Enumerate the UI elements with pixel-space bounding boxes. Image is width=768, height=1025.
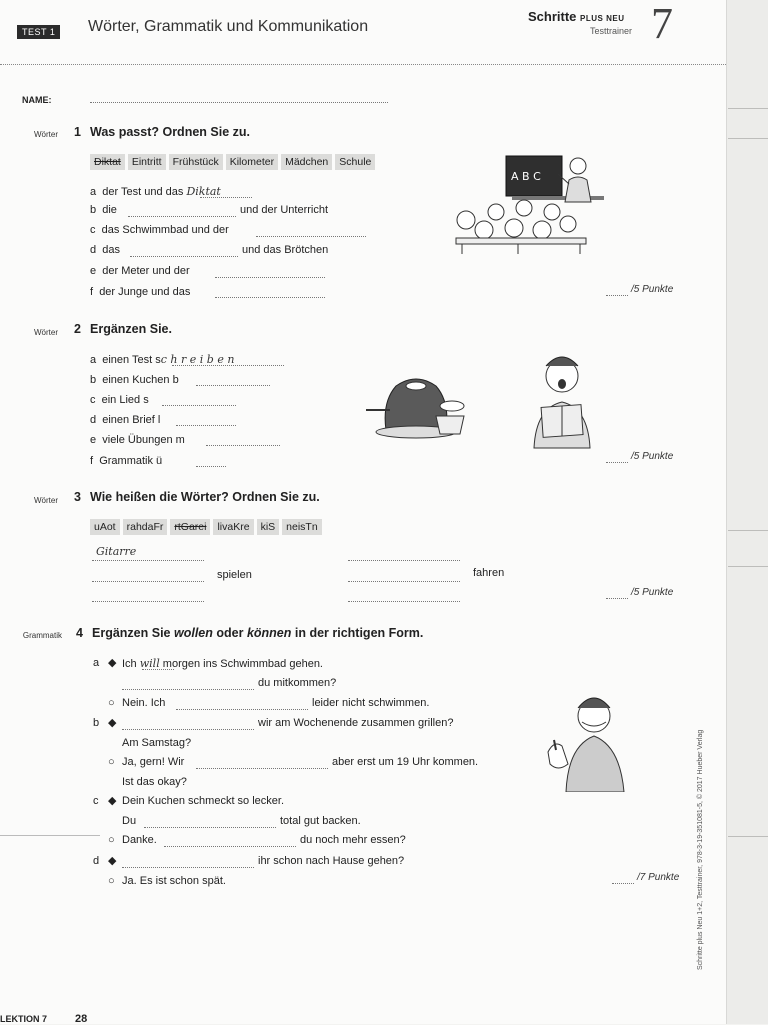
answer-blank[interactable] — [215, 297, 325, 298]
dialog-line: Ja. Es ist schon spät. — [122, 875, 226, 887]
points-label: /7 Punkte — [637, 872, 680, 883]
dialog-line: Dein Kuchen schmeckt so lecker. — [122, 795, 285, 807]
word-box — [90, 517, 325, 535]
answer-blank[interactable] — [215, 277, 325, 278]
edge-line — [728, 108, 768, 109]
answer-blank[interactable] — [172, 365, 284, 366]
diamond-bullet: ◆ — [108, 657, 117, 669]
list-item: a einen Test sc h r e i b e n — [90, 353, 235, 366]
list-item: e viele Übungen m — [90, 434, 185, 446]
answer-blank[interactable] — [122, 689, 254, 690]
word-chip: Schule — [335, 154, 375, 170]
answer-blank[interactable] — [142, 669, 174, 670]
brand-main: Schritte — [528, 9, 577, 24]
dialog-line: leider nicht schwimmen. — [312, 697, 430, 709]
edge-line — [728, 566, 768, 567]
classroom-illustration — [448, 150, 610, 258]
board-text: A B C — [511, 170, 541, 183]
dialog-letter: a — [93, 657, 100, 669]
dialog-letter: c — [93, 795, 99, 807]
answer-blank[interactable] — [196, 385, 270, 386]
thumbs-up-boy-illustration — [542, 688, 634, 792]
circle-bullet: ○ — [108, 834, 115, 846]
answer-blank[interactable] — [92, 581, 204, 582]
answer-blank[interactable] — [196, 768, 328, 769]
diamond-bullet: ◆ — [108, 717, 117, 729]
exercise-heading: Was passt? Ordnen Sie zu. — [90, 125, 250, 139]
list-item: f der Junge und das — [90, 286, 191, 298]
word-box — [90, 152, 378, 170]
dialog-line: aber erst um 19 Uhr kommen. — [332, 756, 479, 768]
score-blank[interactable] — [606, 598, 628, 599]
handwritten-answer: Diktat — [186, 185, 221, 198]
answer-blank[interactable] — [256, 236, 366, 237]
edge-line — [728, 530, 768, 531]
answer-blank[interactable] — [348, 560, 460, 561]
diamond-bullet: ◆ — [108, 795, 117, 807]
dialog-line: ihr schon nach Hause gehen? — [258, 855, 405, 867]
handwritten-answer: will — [139, 657, 160, 670]
section-label: Wörter — [34, 328, 58, 337]
answer-blank[interactable] — [128, 216, 236, 217]
exercise-number: 2 — [74, 322, 81, 336]
points-label: /5 Punkte — [631, 284, 674, 295]
answer-blank[interactable] — [162, 405, 236, 406]
list-item: e der Meter und der — [90, 265, 190, 277]
header-divider — [0, 64, 726, 65]
score-blank[interactable] — [606, 462, 628, 463]
brand-name — [528, 9, 624, 24]
lesson-label: LEKTION 7 — [0, 1014, 48, 1024]
answer-blank[interactable] — [164, 846, 296, 847]
page-number: 28 — [75, 1013, 88, 1025]
page-title: Wörter, Grammatik und Kommunikation — [88, 18, 369, 35]
list-item: b einen Kuchen b — [90, 374, 179, 386]
chapter-number: 7 — [651, 0, 673, 48]
exercise-heading: Ergänzen Sie. — [90, 322, 172, 336]
exercise-number: 4 — [76, 626, 83, 640]
word-chip: rahdaFr — [123, 519, 168, 535]
answer-blank[interactable] — [206, 445, 280, 446]
item-text: und das Brötchen — [242, 244, 329, 256]
answer-blank[interactable] — [348, 601, 460, 602]
answer-blank[interactable] — [130, 256, 238, 257]
word-chip: neisTn — [282, 519, 322, 535]
answer-blank[interactable] — [92, 601, 204, 602]
answer-blank[interactable] — [176, 709, 308, 710]
page-edge — [726, 0, 768, 1024]
brand-subtitle: Testtrainer — [590, 26, 633, 36]
answer-blank[interactable] — [144, 827, 276, 828]
dialog-line: Ja, gern! Wir — [122, 756, 185, 768]
dialog-line: Am Samstag? — [122, 737, 192, 749]
answer-blank[interactable] — [92, 560, 204, 561]
diamond-bullet: ◆ — [108, 855, 117, 867]
exercise-number: 1 — [74, 125, 81, 139]
exercise-heading: Wie heißen die Wörter? Ordnen Sie zu. — [90, 490, 320, 504]
list-item: f Grammatik ü — [90, 455, 163, 467]
list-item: c ein Lied s — [90, 394, 149, 406]
dialog-line: wir am Wochenende zusammen grillen? — [258, 717, 454, 729]
dialog-line: Ist das okay? — [122, 776, 187, 788]
handwritten-answer: c h r e i b e n — [160, 353, 235, 366]
answer-blank[interactable] — [348, 581, 460, 582]
word-chip: uAot — [90, 519, 120, 535]
score-blank[interactable] — [612, 883, 634, 884]
exercise-number: 3 — [74, 490, 81, 504]
item-text: und der Unterricht — [240, 204, 329, 216]
name-field[interactable] — [90, 102, 388, 103]
test-tag: TEST 1 — [17, 25, 60, 39]
word-chip: kiS — [257, 519, 280, 535]
dialog-line: du mitkommen? — [258, 677, 337, 689]
word-chip: Frühstück — [169, 154, 223, 170]
list-item: a der Test und das Diktat — [90, 185, 221, 198]
circle-bullet: ○ — [108, 756, 115, 768]
word-chip: Diktat — [90, 154, 125, 170]
answer-blank[interactable] — [200, 197, 252, 198]
handwritten-answer: Gitarre — [96, 545, 137, 558]
dialog-line: Ich will morgen ins Schwimmbad gehen. — [122, 657, 323, 670]
dialog-line: Du — [122, 815, 137, 827]
answer-blank[interactable] — [122, 729, 254, 730]
points-label: /5 Punkte — [631, 587, 674, 598]
points-label: /5 Punkte — [631, 451, 674, 462]
score-blank[interactable] — [606, 295, 628, 296]
answer-blank[interactable] — [122, 867, 254, 868]
fold-line — [0, 835, 100, 836]
word-chip: Eintritt — [128, 154, 166, 170]
exercise-heading: Ergänzen Sie wollen oder können in der richtigen Form. — [92, 626, 424, 640]
list-item: d einen Brief l — [90, 414, 161, 426]
verb-label: spielen — [217, 569, 252, 581]
section-label: Wörter — [34, 496, 58, 505]
cake-illustration — [364, 372, 470, 442]
edge-line — [728, 138, 768, 139]
list-item: d das — [90, 244, 120, 256]
section-label: Grammatik — [22, 631, 62, 640]
circle-bullet: ○ — [108, 875, 115, 887]
word-chip: rtGarei — [170, 519, 210, 535]
verb-label: fahren — [473, 567, 505, 579]
edge-line — [728, 836, 768, 837]
dialog-line: total gut backen. — [280, 815, 361, 827]
word-chip: Kilometer — [226, 154, 278, 170]
name-label: NAME: — [22, 95, 52, 105]
brand-small: PLUS NEU — [580, 14, 625, 23]
dialog-line: Nein. Ich — [122, 697, 166, 709]
circle-bullet: ○ — [108, 697, 115, 709]
section-label: Wörter — [34, 130, 58, 139]
dialog-line: du noch mehr essen? — [300, 834, 406, 846]
singing-boy-illustration — [516, 350, 602, 450]
dialog-line: Danke. — [122, 834, 157, 846]
word-chip: livaKre — [213, 519, 253, 535]
list-item: b die — [90, 204, 117, 216]
copyright-note: Schritte plus Neu 1+2, Testtrainer, 978-3-19-351081-5, © 2017 Hueber Verlag — [697, 729, 704, 970]
answer-blank[interactable] — [176, 425, 236, 426]
word-chip: Mädchen — [281, 154, 332, 170]
dialog-letter: d — [93, 855, 100, 867]
dialog-letter: b — [93, 717, 100, 729]
list-item: c das Schwimmbad und der — [90, 224, 229, 236]
answer-blank[interactable] — [196, 466, 226, 467]
